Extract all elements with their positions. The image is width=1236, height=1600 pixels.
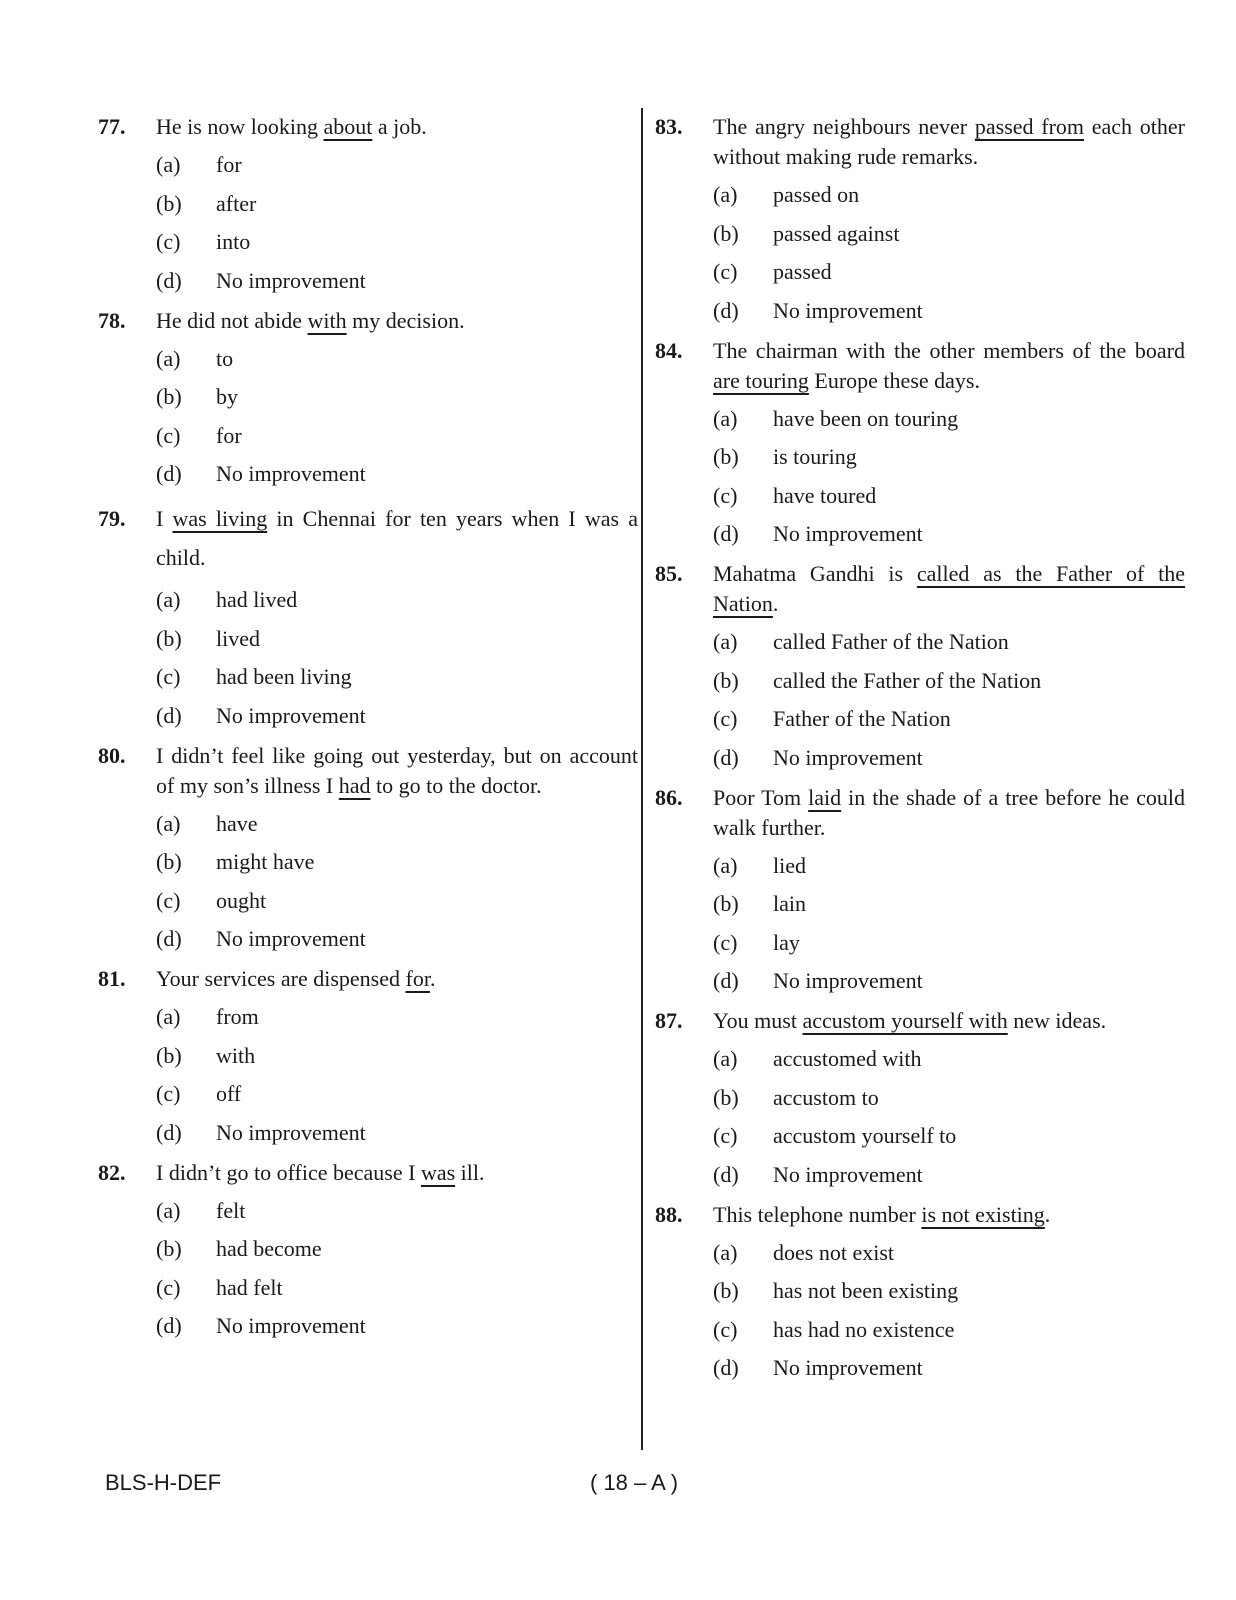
option-label: (d) [156, 461, 182, 486]
option-a [713, 851, 1185, 881]
option-text: No improvement [773, 968, 923, 993]
option-text: No improvement [773, 1355, 923, 1380]
text-segment: ill. [455, 1159, 485, 1185]
text-segment: my decision. [346, 307, 465, 333]
question-84 [655, 336, 1185, 550]
option-label: (a) [713, 1046, 738, 1071]
option-b [713, 442, 1185, 472]
question-83 [655, 112, 1185, 326]
option-text: No improvement [216, 461, 366, 486]
option-text: had lived [216, 587, 298, 612]
option-text: lived [216, 625, 260, 651]
question-text [713, 336, 1185, 396]
option-c [156, 1273, 638, 1303]
option-a [713, 1044, 1185, 1074]
option-c [156, 227, 638, 257]
text-segment: . [429, 966, 436, 991]
option-label: (a) [713, 629, 738, 654]
text-segment: You must [713, 1008, 803, 1033]
option-label: (c) [713, 706, 738, 731]
option-label: (b) [713, 891, 739, 916]
option-b [713, 1276, 1185, 1306]
options-list [156, 809, 638, 955]
option-text: Father of the Nation [773, 706, 951, 731]
text-segment: I [156, 506, 173, 531]
option-d [156, 924, 638, 954]
text-segment: Mahatma Gandhi is [713, 561, 917, 586]
question-88 [655, 1200, 1185, 1384]
text-segment: The chairman with the other members of the board [713, 337, 1185, 363]
option-c [713, 481, 1185, 511]
option-a [156, 809, 638, 839]
option-label: (d) [156, 1313, 182, 1338]
page-number: ( 18 – A ) [590, 1470, 679, 1495]
option-label: (d) [713, 297, 739, 323]
underlined-phrase: called as the Father of the Nation [713, 561, 1185, 616]
option-label: (d) [156, 1119, 182, 1145]
option-text: for [216, 422, 242, 448]
option-text: lain [773, 891, 806, 916]
option-label: (c) [713, 259, 738, 284]
text-segment: a job. [372, 114, 427, 139]
options-list [713, 851, 1185, 997]
option-text: passed on [773, 182, 860, 207]
question-stem [655, 1006, 1185, 1036]
option-label: (c) [156, 1274, 181, 1300]
option-label: (c) [156, 1081, 181, 1106]
option-label: (d) [156, 702, 182, 728]
question-79 [98, 499, 638, 731]
option-c [156, 421, 638, 451]
option-label: (c) [156, 422, 181, 448]
option-text: had felt [216, 1274, 283, 1300]
option-text: No improvement [773, 297, 923, 323]
option-text: have [216, 810, 258, 836]
option-text: from [216, 1004, 259, 1029]
option-label: (a) [156, 1004, 181, 1029]
option-d [156, 1118, 638, 1148]
option-b [713, 889, 1185, 919]
option-label: (c) [156, 887, 181, 913]
option-text: off [216, 1081, 242, 1106]
question-86 [655, 783, 1185, 997]
option-c [713, 1315, 1185, 1345]
option-text: called Father of the Nation [773, 629, 1009, 654]
option-text: does not exist [773, 1239, 894, 1265]
question-number: 88. [655, 1201, 683, 1227]
option-label: (b) [156, 1236, 182, 1261]
question-78 [98, 306, 638, 490]
option-text: had been living [216, 664, 352, 689]
option-text: accustomed with [773, 1046, 922, 1071]
option-text: No improvement [773, 1161, 923, 1187]
option-a [156, 1002, 638, 1032]
question-number: 77. [98, 114, 126, 139]
options-list [713, 627, 1185, 773]
option-label: (c) [713, 1123, 738, 1148]
text-segment: Your services are dispensed [156, 966, 406, 991]
option-text: called the Father of the Nation [773, 667, 1042, 693]
option-label: (b) [713, 220, 739, 246]
underlined-phrase: are touring [713, 367, 809, 393]
option-label: (b) [713, 444, 739, 469]
option-label: (a) [156, 587, 181, 612]
options-list [156, 344, 638, 490]
option-label: (d) [713, 968, 739, 993]
option-text: No improvement [216, 1119, 366, 1145]
question-text [156, 306, 638, 336]
option-text: by [216, 384, 238, 409]
option-c [713, 928, 1185, 958]
option-label: (b) [713, 1278, 739, 1303]
question-stem [98, 499, 638, 577]
question-85 [655, 559, 1185, 773]
text-segment: I didn’t feel like going out yesterday, but on account of my son’s illness I [156, 742, 638, 798]
option-text: accustom to [773, 1084, 879, 1110]
text-segment: He did not abide [156, 307, 308, 333]
question-text [713, 559, 1185, 619]
option-label: (b) [713, 1084, 739, 1110]
option-c [156, 886, 638, 916]
question-text [713, 1006, 1185, 1036]
paper-code: BLS-H-DEF [105, 1470, 222, 1495]
underlined-phrase: for [405, 966, 430, 991]
option-b [156, 624, 638, 654]
underlined-phrase: passed from [974, 114, 1085, 139]
option-label: (a) [713, 852, 738, 878]
option-text: passed against [773, 220, 900, 246]
text-segment: each other without making rude remarks. [713, 114, 1186, 169]
question-number: 87. [655, 1008, 683, 1033]
text-segment: . [772, 591, 779, 616]
option-d [713, 1160, 1185, 1190]
option-c [156, 1079, 638, 1109]
option-b [713, 1083, 1185, 1113]
option-text: is touring [773, 444, 857, 469]
options-list [156, 1002, 638, 1148]
option-label: (a) [156, 152, 181, 177]
option-text: have been on touring [773, 405, 959, 431]
text-segment: This telephone number [713, 1201, 922, 1227]
option-d [713, 966, 1185, 996]
option-label: (a) [713, 182, 738, 207]
question-80 [98, 741, 638, 955]
option-text: to [216, 345, 234, 371]
question-77 [98, 112, 638, 296]
underlined-phrase: was [420, 1159, 456, 1185]
text-segment: new ideas. [1007, 1008, 1107, 1033]
question-number: 79. [98, 506, 126, 531]
option-d [156, 1311, 638, 1341]
option-text: No improvement [216, 267, 366, 293]
text-segment: Poor Tom [713, 784, 809, 810]
question-81 [98, 964, 638, 1148]
question-text [713, 112, 1185, 172]
option-b [156, 1041, 638, 1071]
question-stem [98, 741, 638, 801]
question-stem [98, 1158, 638, 1188]
question-text [713, 1200, 1185, 1230]
option-label: (b) [156, 625, 182, 651]
option-b [156, 847, 638, 877]
question-number: 86. [655, 784, 683, 810]
options-list [713, 1044, 1185, 1190]
option-label: (d) [156, 267, 182, 293]
underlined-phrase: was living [172, 506, 268, 531]
option-label: (c) [156, 664, 181, 689]
option-d [713, 519, 1185, 549]
option-text: might have [216, 849, 315, 874]
option-label: (d) [713, 1161, 739, 1187]
option-text: accustom yourself to [773, 1123, 957, 1148]
option-d [156, 266, 638, 296]
option-label: (b) [156, 384, 182, 409]
option-b [713, 666, 1185, 696]
option-c [713, 1121, 1185, 1151]
option-d [713, 743, 1185, 773]
option-label: (d) [713, 521, 739, 546]
question-87 [655, 1006, 1185, 1190]
question-number: 85. [655, 561, 683, 586]
question-stem [98, 112, 638, 142]
option-label: (a) [156, 1197, 181, 1223]
underlined-phrase: is not existing [921, 1201, 1045, 1227]
question-number: 81. [98, 966, 126, 991]
text-segment: I didn’t go to office because I [156, 1159, 421, 1185]
question-text [156, 499, 638, 577]
question-text [713, 783, 1185, 843]
question-number: 83. [655, 114, 683, 139]
text-segment: in the shade of a tree before he could walk further. [713, 784, 1185, 840]
option-label: (a) [156, 345, 181, 371]
options-list [713, 1238, 1185, 1384]
option-label: (a) [713, 1239, 738, 1265]
question-text [156, 112, 638, 142]
option-a [713, 180, 1185, 210]
option-text: had become [216, 1236, 322, 1261]
option-text: No improvement [773, 521, 923, 546]
option-label: (c) [156, 229, 181, 254]
question-stem [655, 1200, 1185, 1230]
option-text: into [216, 229, 251, 254]
option-text: No improvement [216, 926, 366, 951]
question-stem [655, 112, 1185, 172]
text-segment: He is now looking [156, 114, 324, 139]
options-list [713, 180, 1185, 326]
question-text [156, 1158, 638, 1188]
option-d [156, 701, 638, 731]
question-stem [655, 559, 1185, 619]
options-list [713, 404, 1185, 550]
underlined-phrase: about [323, 114, 373, 139]
option-label: (d) [713, 744, 739, 770]
underlined-phrase: laid [808, 784, 842, 810]
option-text: No improvement [216, 1313, 366, 1338]
option-a [156, 585, 638, 615]
options-list [156, 1196, 638, 1342]
question-text [156, 741, 638, 801]
option-text: lay [773, 929, 800, 955]
option-d [713, 1353, 1185, 1383]
question-number: 80. [98, 742, 126, 768]
option-d [156, 459, 638, 489]
option-text: No improvement [216, 702, 366, 728]
option-c [713, 704, 1185, 734]
option-b [156, 189, 638, 219]
option-text: have toured [773, 482, 877, 508]
option-text: No improvement [773, 744, 923, 770]
option-b [156, 382, 638, 412]
underlined-phrase: had [338, 772, 371, 798]
option-c [156, 662, 638, 692]
option-text: passed [773, 259, 832, 284]
option-a [156, 344, 638, 374]
option-label: (a) [156, 810, 181, 836]
options-list [156, 585, 638, 731]
question-82 [98, 1158, 638, 1342]
right-column [655, 112, 1185, 1393]
left-column [98, 112, 638, 1351]
text-segment: The angry neighbours never [713, 114, 975, 139]
question-number: 84. [655, 337, 683, 363]
option-text: for [216, 152, 242, 177]
option-a [713, 1238, 1185, 1268]
option-text: lied [773, 852, 806, 878]
question-number: 78. [98, 307, 126, 333]
option-label: (d) [713, 1355, 739, 1380]
option-d [713, 296, 1185, 326]
option-label: (c) [713, 929, 738, 955]
option-text: ought [216, 887, 267, 913]
option-a [713, 404, 1185, 434]
question-stem [98, 306, 638, 336]
option-label: (b) [156, 1042, 182, 1068]
option-label: (b) [713, 667, 739, 693]
option-b [713, 219, 1185, 249]
question-text [156, 964, 638, 994]
option-text: after [216, 190, 257, 216]
option-text: with [216, 1042, 256, 1068]
option-a [156, 150, 638, 180]
underlined-phrase: accustom yourself with [802, 1008, 1008, 1033]
question-stem [655, 783, 1185, 843]
column-divider [641, 108, 643, 1450]
option-label: (d) [156, 926, 182, 951]
option-text: has not been existing [773, 1278, 959, 1303]
question-stem [98, 964, 638, 994]
option-c [713, 257, 1185, 287]
option-label: (b) [156, 190, 182, 216]
options-list [156, 150, 638, 296]
text-segment: to go to the doctor. [370, 772, 542, 798]
text-segment: Europe these days. [808, 367, 980, 393]
text-segment: . [1044, 1201, 1051, 1227]
option-text: felt [216, 1197, 246, 1223]
option-label: (c) [713, 482, 738, 508]
underlined-phrase: with [307, 307, 347, 333]
option-a [156, 1196, 638, 1226]
option-text: has had no existence [773, 1316, 955, 1342]
option-label: (b) [156, 849, 182, 874]
option-b [156, 1234, 638, 1264]
option-label: (c) [713, 1316, 738, 1342]
option-a [713, 627, 1185, 657]
text-segment: in Chennai for ten years when I was a child. [156, 506, 638, 570]
option-label: (a) [713, 405, 738, 431]
question-stem [655, 336, 1185, 396]
question-number: 82. [98, 1159, 126, 1185]
